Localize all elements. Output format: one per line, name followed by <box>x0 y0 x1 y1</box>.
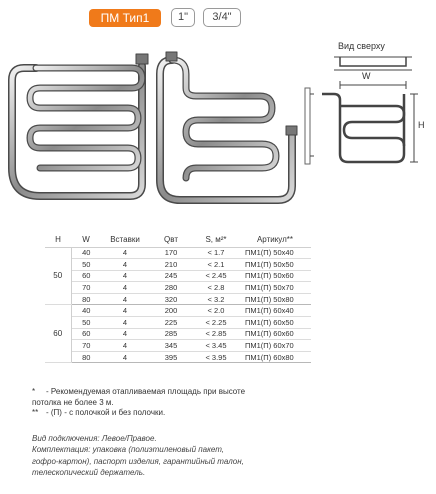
footnote-1-text: - Рекомендуемая отапливаемая площадь при высоте <box>46 387 246 396</box>
inserts-cell: 4 <box>101 270 149 282</box>
inserts-cell: 4 <box>101 351 149 363</box>
power-cell: 345 <box>149 340 193 352</box>
height-group-cell: 60 <box>45 305 71 363</box>
package-line-1: Комплектация: упаковка (полиэтиленовый пакет, <box>32 445 225 455</box>
width-cell: 60 <box>71 328 101 340</box>
table-row <box>45 305 311 317</box>
width-cell: 50 <box>71 317 101 329</box>
product-photo <box>0 30 300 210</box>
table-row <box>45 293 311 305</box>
footnote-1 <box>32 387 245 398</box>
table-row <box>45 259 311 271</box>
towel-warmer-angle <box>160 52 297 200</box>
package-info <box>32 433 244 478</box>
package-line-2: гофро-картон), паспорт изделия, гарантийный талон, <box>32 456 244 466</box>
power-cell: 245 <box>149 270 193 282</box>
header-h: H <box>45 233 71 247</box>
inserts-cell: 4 <box>101 305 149 317</box>
footnotes <box>32 387 245 419</box>
header-power: Qвт <box>149 233 193 247</box>
header-inserts: Вставки <box>101 233 149 247</box>
inserts-cell: 4 <box>101 259 149 271</box>
width-cell: 60 <box>71 270 101 282</box>
towel-warmer-front <box>12 54 148 196</box>
inserts-cell: 4 <box>101 317 149 329</box>
inserts-cell: 4 <box>101 328 149 340</box>
power-cell: 170 <box>149 247 193 259</box>
header-article: Артикул** <box>239 233 311 247</box>
article-cell: ПМ1(П) 50x40 <box>239 247 311 259</box>
article-cell: ПМ1(П) 60x60 <box>239 328 311 340</box>
area-cell: < 3.45 <box>193 340 239 352</box>
inserts-cell: 4 <box>101 282 149 294</box>
package-line-3: телескопический держатель. <box>32 467 146 477</box>
inserts-cell: 4 <box>101 340 149 352</box>
table-row <box>45 247 311 259</box>
table-row <box>45 270 311 282</box>
table-row <box>45 282 311 294</box>
article-cell: ПМ1(П) 60x80 <box>239 351 311 363</box>
power-cell: 285 <box>149 328 193 340</box>
area-cell: < 3.95 <box>193 351 239 363</box>
width-cell: 50 <box>71 259 101 271</box>
power-cell: 225 <box>149 317 193 329</box>
table-body <box>45 247 311 363</box>
width-cell: 80 <box>71 293 101 305</box>
article-cell: ПМ1(П) 50x60 <box>239 270 311 282</box>
inserts-cell: 4 <box>101 293 149 305</box>
footnote-2 <box>32 408 245 419</box>
article-cell: ПМ1(П) 50x50 <box>239 259 311 271</box>
inserts-cell: 4 <box>101 247 149 259</box>
width-label: W <box>362 71 371 81</box>
size-badge-2: 3/4" <box>203 8 241 27</box>
width-cell: 70 <box>71 282 101 294</box>
footnote-1-continued: потолка не более 3 м. <box>32 397 114 407</box>
width-cell: 70 <box>71 340 101 352</box>
table-row <box>45 317 311 329</box>
power-cell: 395 <box>149 351 193 363</box>
power-cell: 210 <box>149 259 193 271</box>
power-cell: 280 <box>149 282 193 294</box>
area-cell: < 2.8 <box>193 282 239 294</box>
area-cell: < 1.7 <box>193 247 239 259</box>
table-row <box>45 351 311 363</box>
width-cell: 80 <box>71 351 101 363</box>
footnote-1-mark: * <box>32 387 36 396</box>
connection-type: Вид подключения: Левое/Правое. <box>32 434 157 443</box>
area-cell: < 2.25 <box>193 317 239 329</box>
model-badge: ПМ Тип1 <box>89 9 161 27</box>
power-cell: 320 <box>149 293 193 305</box>
table-row <box>45 328 311 340</box>
width-cell: 40 <box>71 305 101 317</box>
width-cell: 40 <box>71 247 101 259</box>
diagram-drawing <box>300 34 436 184</box>
footnote-2-mark: ** <box>32 408 39 417</box>
area-cell: < 3.2 <box>193 293 239 305</box>
footnote-2-text: - (П) - с полочкой и без полочки. <box>46 408 166 417</box>
height-group-cell: 50 <box>45 247 71 305</box>
header-area: S, м²* <box>193 233 239 247</box>
area-cell: < 2.1 <box>193 259 239 271</box>
height-label: H <box>418 120 425 130</box>
article-cell: ПМ1(П) 60x40 <box>239 305 311 317</box>
article-cell: ПМ1(П) 60x70 <box>239 340 311 352</box>
article-cell: ПМ1(П) 50x80 <box>239 293 311 305</box>
size-badge-1: 1" <box>171 8 195 27</box>
article-cell: ПМ1(П) 60x50 <box>239 317 311 329</box>
area-cell: < 2.85 <box>193 328 239 340</box>
area-cell: < 2.45 <box>193 270 239 282</box>
top-view-label: Вид сверху <box>338 41 385 51</box>
area-cell: < 2.0 <box>193 305 239 317</box>
spec-table <box>45 233 311 363</box>
power-cell: 200 <box>149 305 193 317</box>
article-cell: ПМ1(П) 50x70 <box>239 282 311 294</box>
header-w: W <box>71 233 101 247</box>
dimension-diagram <box>300 34 436 184</box>
table-row <box>45 340 311 352</box>
table-header-row <box>45 233 311 247</box>
